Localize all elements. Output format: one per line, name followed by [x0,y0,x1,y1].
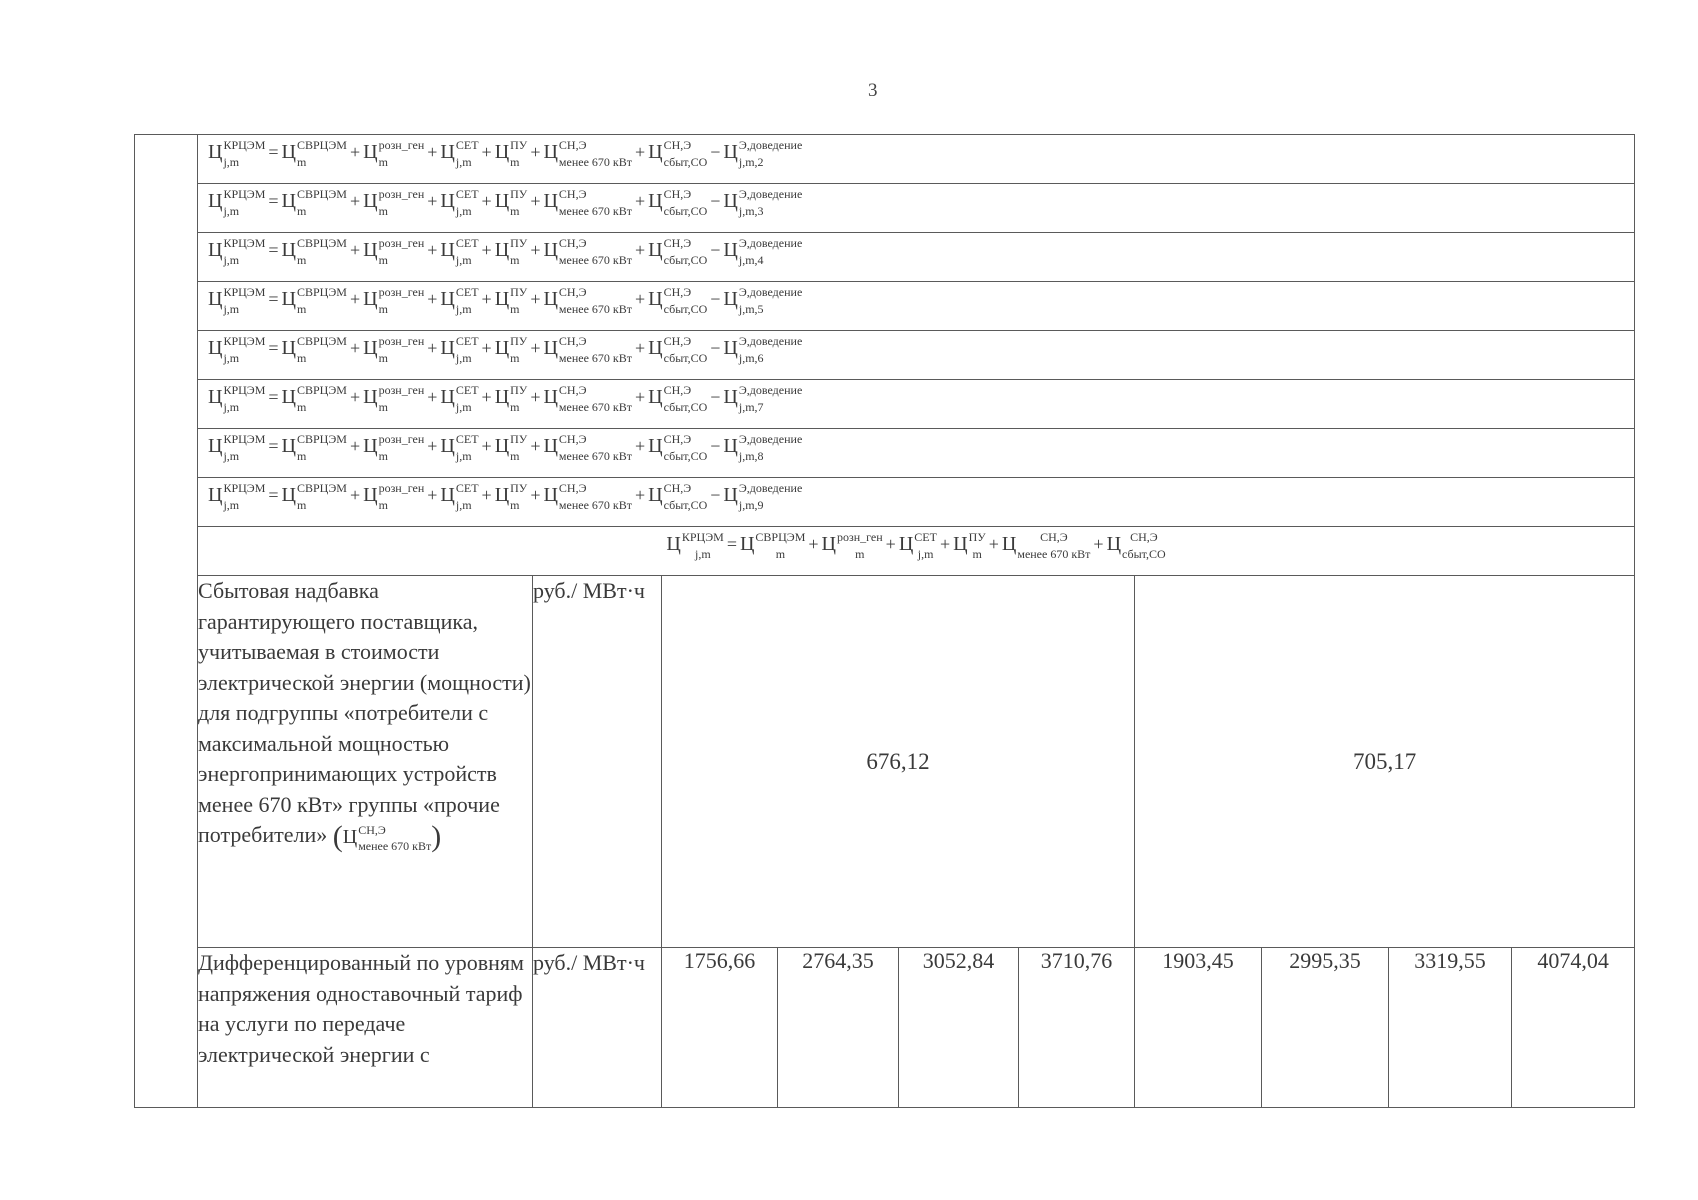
formula-row [198,429,1635,478]
formula-term: Ц ПУ m [953,530,986,561]
formula-operator: + [427,142,438,163]
formula-term: Ц СВРЦЭМ m [281,285,347,316]
formula-term: Ц СВРЦЭМ m [281,481,347,512]
formula-term: Ц розн_ген m [363,285,425,316]
formula-operator: + [481,191,492,212]
formula-operator: = [268,436,279,457]
formula-operator: + [349,240,361,261]
formula-operator: − [710,142,721,163]
page-number: 3 [868,80,878,101]
formula-term: Ц СЕТ j,m [440,138,479,169]
formula-term: Ц розн_ген m [363,383,425,414]
markup-value-2: 705,17 [1135,576,1635,948]
formula-operator: + [427,485,438,506]
formula-operator: + [635,338,646,359]
formula-term: Ц СВРЦЭМ m [281,187,347,218]
formula-term: Ц розн_ген m [363,187,425,218]
formula-term: Ц СН,Э менее 670 кВт [543,236,632,267]
tariff-unit: руб./ МВт·ч [533,948,662,1108]
formula-term: Ц СЕТ j,m [440,383,479,414]
tariff-value: 4074,04 [1512,948,1635,1108]
formula-term: Ц ПУ m [494,481,528,512]
formula-term: Ц СВРЦЭМ m [739,530,806,561]
formula-operator: + [349,191,361,212]
formula-term: Ц СЕТ j,m [440,187,479,218]
formula-operator: + [530,338,541,359]
formula-term: Ц СЕТ j,m [440,236,479,267]
formula-term: Ц СН,Э менее 670 кВт [543,187,632,218]
formula-row [198,331,1635,380]
formula [198,135,1634,183]
formula-term: Ц Э,доведение j,m,7 [723,383,803,414]
formula-operator: + [349,436,361,457]
formula-term: Ц СН,Э сбыт,СО [648,334,708,365]
formula-operator: = [268,289,279,310]
formula-operator: + [885,534,896,555]
formula-lhs: Ц КРЦЭМ j,m [208,432,266,463]
formula-row [198,380,1635,429]
formula-operator: + [481,387,492,408]
formula-term: Ц розн_ген m [363,481,425,512]
formula [198,282,1634,330]
formula-term: Ц СН,Э менее 670 кВт [543,481,632,512]
formula-term: Ц Э,доведение j,m,4 [723,236,803,267]
formula-term: Ц СН,Э сбыт,СО [648,432,708,463]
formula-operator: − [710,191,721,212]
formula-row [198,233,1635,282]
formula-operator: − [710,387,721,408]
formula-term: Ц СН,Э менее 670 кВт [543,383,632,414]
tariff-value: 2995,35 [1262,948,1389,1108]
formula-term: Ц Э,доведение j,m,2 [723,138,803,169]
formula-term: Ц Э,доведение j,m,6 [723,334,803,365]
formula-operator: + [481,338,492,359]
formula-operator: + [481,436,492,457]
formula-term: Ц СН,Э сбыт,СО [648,187,708,218]
tariff-table [134,134,1635,1108]
formula-term: Ц СЕТ j,m [440,481,479,512]
formula-operator: = [726,534,737,555]
formula-operator: + [349,387,361,408]
formula-operator: + [530,240,541,261]
formula-operator: + [635,191,646,212]
formula-operator: + [988,534,999,555]
formula [198,184,1634,232]
formula-term: Ц СН,Э менее 670 кВт [543,138,632,169]
formula-term: Ц СВРЦЭМ m [281,236,347,267]
formula [198,233,1634,281]
formula-operator: + [427,289,438,310]
formula-operator: + [808,534,819,555]
formula-operator: + [427,191,438,212]
formula-operator: = [268,142,279,163]
formula-operator: + [635,289,646,310]
markup-symbol: ( Ц СН,Э менее 670 кВт ) [332,819,442,854]
formula-term: Ц ПУ m [494,187,528,218]
formula-term: Ц Э,доведение j,m,5 [723,285,803,316]
formula-operator: + [349,142,361,163]
formula-operator: − [710,436,721,457]
formula-operator: + [481,142,492,163]
formula-operator: − [710,485,721,506]
formula-term: Ц ПУ m [494,138,528,169]
formula-term: Ц ПУ m [494,285,528,316]
markup-unit: руб./ МВт·ч [533,576,662,948]
formula-operator: + [530,191,541,212]
formula-lhs: Ц КРЦЭМ j,m [666,530,724,561]
formula-operator: + [481,240,492,261]
formula-term: Ц СЕТ j,m [440,432,479,463]
markup-label-cell [198,576,533,948]
formula-lhs: Ц КРЦЭМ j,m [208,383,266,414]
formula-lhs: Ц КРЦЭМ j,m [208,187,266,218]
markup-value-1: 676,12 [662,576,1135,948]
formula-row [198,184,1635,233]
formula-operator: + [635,142,646,163]
markup-label: Сбытовая надбавка гарантирующего поставщика, учитываемая в стоимости электрической энергии (мощности) для подгруппы «потребители с максимальной мощностью энергопринимающих устройств менее 670 кВт» группы «прочие потребители» [198,578,531,847]
tariff-value: 3319,55 [1389,948,1512,1108]
formula-lhs: Ц КРЦЭМ j,m [208,481,266,512]
formula-term: Ц розн_ген m [363,334,425,365]
formula-term: Ц СН,Э сбыт,СО [648,383,708,414]
formula-term: Ц ПУ m [494,383,528,414]
formula-term: Ц СВРЦЭМ m [281,138,347,169]
formula-term: Ц СВРЦЭМ m [281,383,347,414]
formula-term: Ц ПУ m [494,432,528,463]
formula-operator: + [635,240,646,261]
tariff-value: 1756,66 [662,948,778,1108]
formula [198,478,1634,526]
formula-term: Ц СВРЦЭМ m [281,432,347,463]
formula-lhs: Ц КРЦЭМ j,m [208,138,266,169]
formula-operator: + [427,387,438,408]
formula-term: Ц СН,Э сбыт,СО [1106,530,1166,561]
tariff-value: 3052,84 [899,948,1019,1108]
formula-operator: = [268,240,279,261]
formula-term: Ц СН,Э менее 670 кВт [543,432,632,463]
formula-term: Ц розн_ген m [363,236,425,267]
tariff-value: 2764,35 [778,948,899,1108]
formula [198,331,1634,379]
formula-operator: + [635,387,646,408]
formula-operator: = [268,191,279,212]
formula-operator: = [268,338,279,359]
formula-term: Ц СЕТ j,m [440,334,479,365]
formula [198,429,1634,477]
formula-row-summary [198,527,1635,576]
formula-operator: − [710,338,721,359]
formula-term: Ц ПУ m [494,334,528,365]
formula-operator: + [530,485,541,506]
formula-term: Ц СН,Э менее 670 кВт [1001,530,1091,561]
formula-operator: + [939,534,951,555]
formula [198,380,1634,428]
markup-symbol-term: Ц СН,Э менее 670 кВт [342,822,432,854]
formula-term: Ц СН,Э менее 670 кВт [543,334,632,365]
formula-term: Ц розн_ген m [363,138,425,169]
formula-term: Ц розн_ген m [363,432,425,463]
formula-term: Ц СВРЦЭМ m [281,334,347,365]
tariff-value: 3710,76 [1019,948,1135,1108]
formula-row [198,282,1635,331]
formula-row [198,478,1635,527]
tariff-value: 1903,45 [1135,948,1262,1108]
formula-operator: + [530,387,541,408]
formula-operator: + [530,289,541,310]
formula-term: Ц СН,Э сбыт,СО [648,285,708,316]
formula-operator: + [349,289,361,310]
formula-summary [198,527,1634,575]
formula-term: Ц Э,доведение j,m,9 [723,481,803,512]
formula-term: Ц СЕТ j,m [898,530,937,561]
formula-term: Ц СН,Э сбыт,СО [648,138,708,169]
formula-operator: + [427,240,438,261]
formula-operator: + [427,436,438,457]
formula-lhs: Ц КРЦЭМ j,m [208,334,266,365]
left-strip-cell [135,135,198,1108]
tariff-label: Дифференцированный по уровням напряжения одноставочный тариф на услуги по передаче электрической энергии с [198,948,533,1108]
formula-operator: + [530,142,541,163]
formula-operator: − [710,289,721,310]
formula-operator: + [635,436,646,457]
formula-lhs: Ц КРЦЭМ j,m [208,285,266,316]
formula-operator: − [710,240,721,261]
formula-operator: = [268,485,279,506]
formula-term: Ц СЕТ j,m [440,285,479,316]
formula-term: Ц СН,Э сбыт,СО [648,481,708,512]
formula-term: Ц ПУ m [494,236,528,267]
formula-term: Ц СН,Э менее 670 кВт [543,285,632,316]
formula-operator: + [481,289,492,310]
formula-row [198,135,1635,184]
formula-lhs: Ц КРЦЭМ j,m [208,236,266,267]
formula-term: Ц СН,Э сбыт,СО [648,236,708,267]
formula-operator: + [349,485,361,506]
formula-operator: = [268,387,279,408]
formula-operator: + [349,338,361,359]
formula-operator: + [427,338,438,359]
formula-operator: + [635,485,646,506]
formula-term: Ц Э,доведение j,m,8 [723,432,803,463]
formula-operator: + [530,436,541,457]
formula-operator: + [1093,534,1104,555]
formula-operator: + [481,485,492,506]
formula-term: Ц Э,доведение j,m,3 [723,187,803,218]
formula-term: Ц розн_ген m [821,530,883,561]
